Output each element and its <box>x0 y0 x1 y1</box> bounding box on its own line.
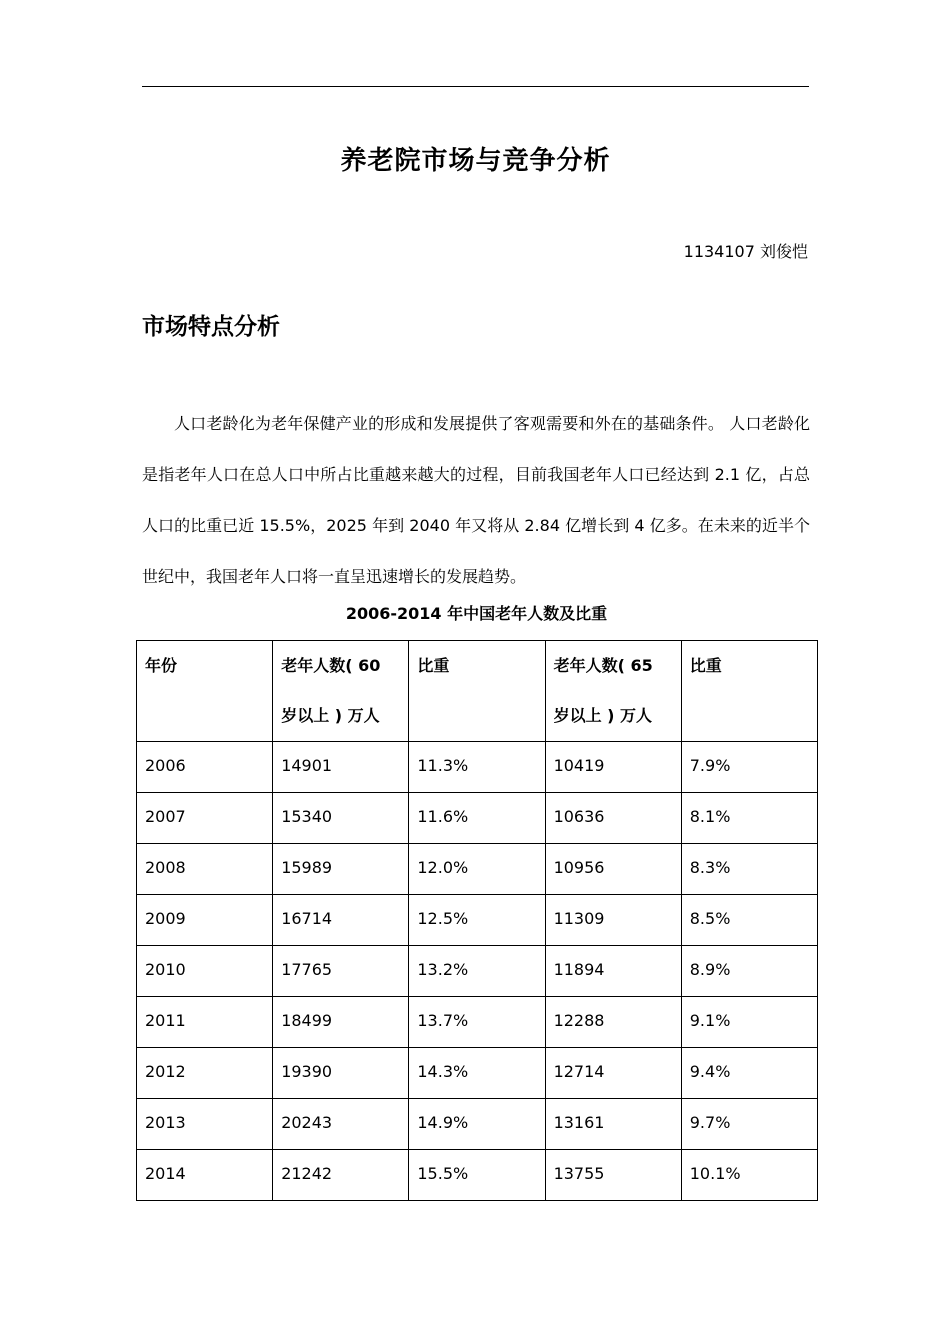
header-pop-60: 老年人数( 60 岁以上 ) 万人 <box>273 641 409 742</box>
cell-year: 2007 <box>137 793 273 844</box>
cell-pop-60: 16714 <box>273 895 409 946</box>
cell-share-65: 9.4% <box>681 1048 817 1099</box>
cell-share-60: 11.6% <box>409 793 545 844</box>
table-row <box>137 793 818 844</box>
elderly-population-table <box>136 640 818 1201</box>
cell-share-65: 8.1% <box>681 793 817 844</box>
cell-pop-60: 19390 <box>273 1048 409 1099</box>
table-caption: 2006-2014 年中国老年人数及比重 <box>345 604 608 623</box>
table-row <box>137 997 818 1048</box>
body-paragraph: 人口老龄化为老年保健产业的形成和发展提供了客观需要和外在的基础条件。 人口老龄化是指老年人口在总人口中所占比重越来越大的过程，目前我国老年人口已经达到 2.1 亿，占总人口的比重已近 15.5%，2025 年到 2040 年又将从 2.84 亿增长到 4 亿多。在未来的近半个世纪中，我国老年人口将一直呈迅速增长的发展趋势。 <box>142 414 810 586</box>
table-row <box>137 895 818 946</box>
table-row <box>137 1048 818 1099</box>
cell-share-60: 14.9% <box>409 1099 545 1150</box>
cell-year: 2011 <box>137 997 273 1048</box>
cell-year: 2013 <box>137 1099 273 1150</box>
cell-pop-60: 20243 <box>273 1099 409 1150</box>
table-row <box>137 742 818 793</box>
cell-pop-60: 18499 <box>273 997 409 1048</box>
cell-share-60: 13.7% <box>409 997 545 1048</box>
cell-pop-65: 11309 <box>545 895 681 946</box>
cell-pop-65: 12288 <box>545 997 681 1048</box>
table-row <box>137 844 818 895</box>
cell-pop-65: 11894 <box>545 946 681 997</box>
table-row <box>137 1099 818 1150</box>
header-rule <box>142 86 809 87</box>
cell-pop-60: 14901 <box>273 742 409 793</box>
header-pop-65: 老年人数( 65 岁以上 ) 万人 <box>545 641 681 742</box>
cell-pop-60: 21242 <box>273 1150 409 1201</box>
cell-pop-65: 13161 <box>545 1099 681 1150</box>
cell-year: 2012 <box>137 1048 273 1099</box>
cell-pop-60: 15989 <box>273 844 409 895</box>
table-row <box>137 946 818 997</box>
table-header-row <box>137 641 818 742</box>
header-year: 年份 <box>137 641 273 742</box>
cell-share-60: 15.5% <box>409 1150 545 1201</box>
cell-pop-60: 15340 <box>273 793 409 844</box>
cell-share-60: 12.0% <box>409 844 545 895</box>
cell-share-65: 8.3% <box>681 844 817 895</box>
cell-share-60: 11.3% <box>409 742 545 793</box>
cell-year: 2009 <box>137 895 273 946</box>
table-body <box>137 742 818 1201</box>
cell-share-65: 8.9% <box>681 946 817 997</box>
cell-year: 2010 <box>137 946 273 997</box>
cell-share-65: 10.1% <box>681 1150 817 1201</box>
cell-share-65: 7.9% <box>681 742 817 793</box>
header-share-65: 比重 <box>681 641 817 742</box>
document-title: 养老院市场与竞争分析 <box>340 146 611 176</box>
cell-pop-65: 12714 <box>545 1048 681 1099</box>
cell-pop-65: 10419 <box>545 742 681 793</box>
header-share-60: 比重 <box>409 641 545 742</box>
cell-pop-65: 13755 <box>545 1150 681 1201</box>
cell-pop-65: 10956 <box>545 844 681 895</box>
cell-share-65: 9.7% <box>681 1099 817 1150</box>
cell-share-60: 12.5% <box>409 895 545 946</box>
cell-year: 2006 <box>137 742 273 793</box>
author-line: 1134107 刘俊恺 <box>683 242 808 261</box>
cell-share-60: 14.3% <box>409 1048 545 1099</box>
cell-year: 2014 <box>137 1150 273 1201</box>
section-heading: 市场特点分析 <box>142 314 280 340</box>
cell-pop-60: 17765 <box>273 946 409 997</box>
cell-year: 2008 <box>137 844 273 895</box>
cell-share-60: 13.2% <box>409 946 545 997</box>
cell-share-65: 9.1% <box>681 997 817 1048</box>
cell-pop-65: 10636 <box>545 793 681 844</box>
cell-share-65: 8.5% <box>681 895 817 946</box>
table-row <box>137 1150 818 1201</box>
